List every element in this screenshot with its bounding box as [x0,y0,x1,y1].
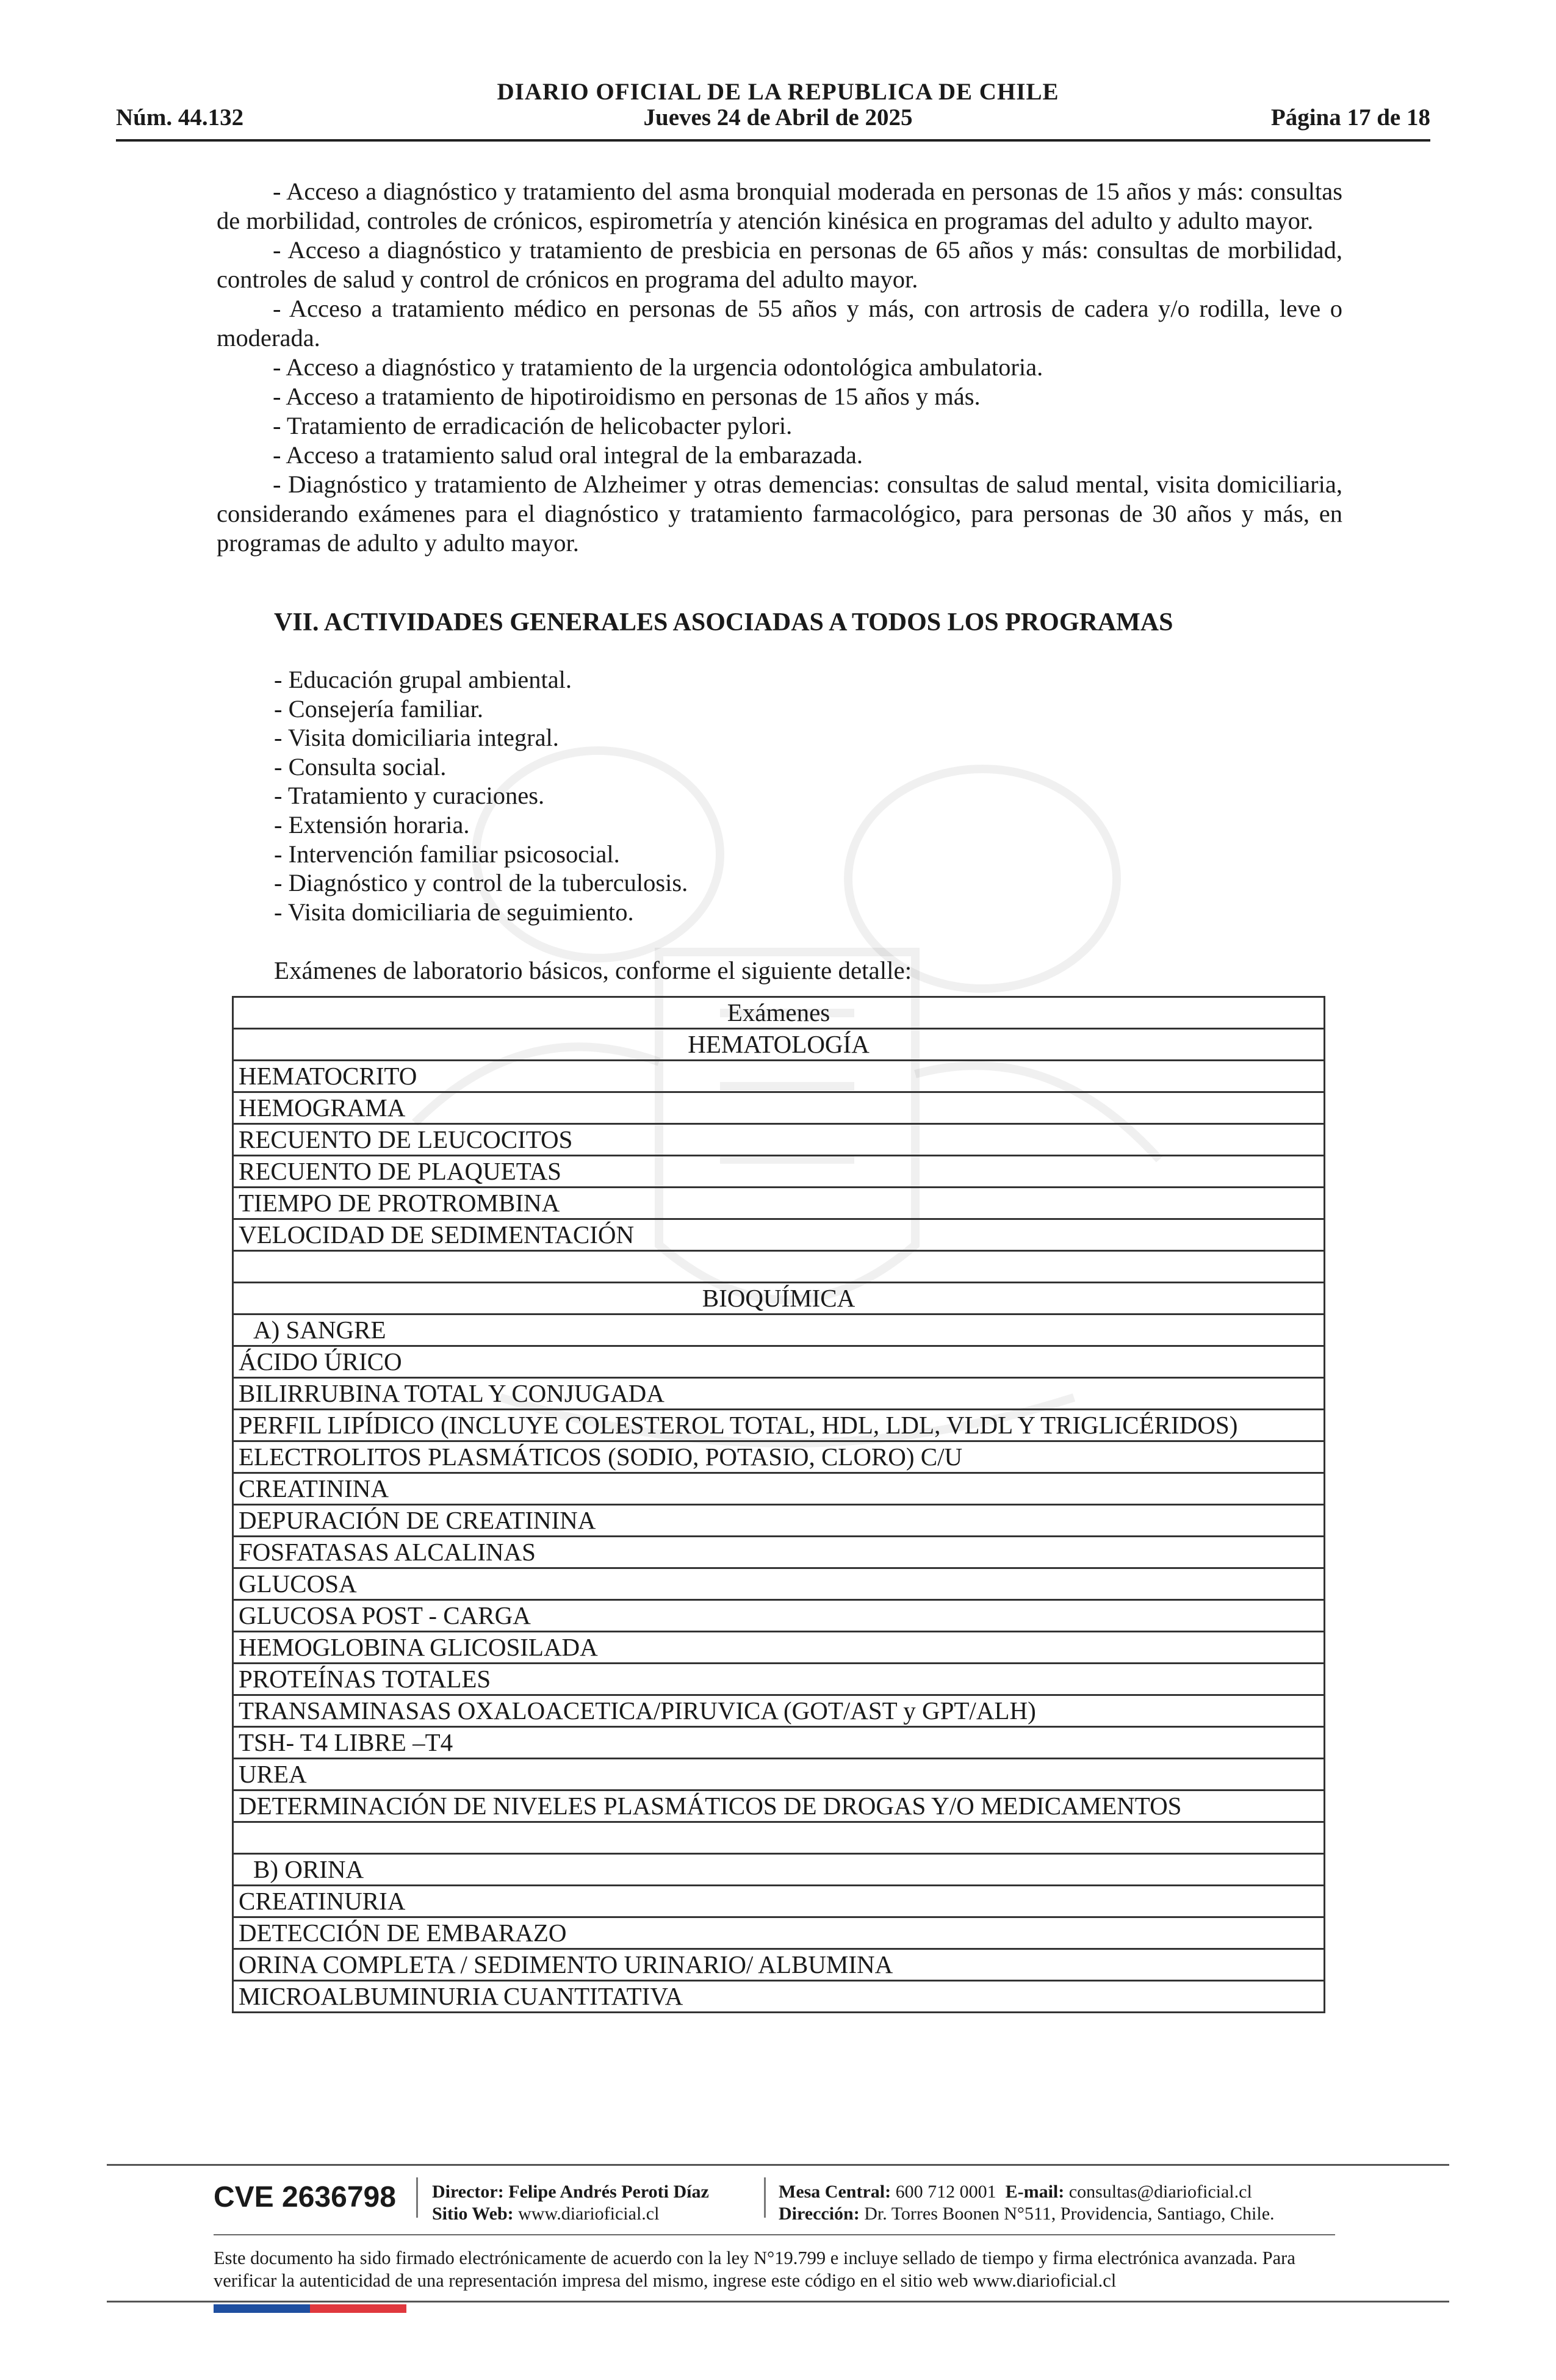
table-cell: ELECTROLITOS PLASMÁTICOS (SODIO, POTASIO, CLORO) C/U [233,1441,1325,1473]
email-link[interactable]: consultas@diarioficial.cl [1068,2182,1252,2202]
table-row [233,1283,1325,1314]
section-title: VII. ACTIVIDADES GENERALES ASOCIADAS A TODOS LOS PROGRAMAS [274,608,1173,636]
flag-bar-red [310,2304,406,2313]
header-rule [116,139,1430,142]
paragraph: - Acceso a diagnóstico y tratamiento de la urgencia odontológica ambulatoria. [273,353,1043,381]
table-row [233,1441,1325,1473]
body-text [217,177,1342,558]
table-row [233,1886,1325,1917]
table-cell: GLUCOSA POST - CARGA [233,1600,1325,1632]
table-row [233,997,1325,1029]
flag-bar-blue [214,2304,310,2313]
table-row [233,1664,1325,1695]
newspaper-title: DIARIO OFICIAL DE LA REPUBLICA DE CHILE [497,79,1059,105]
table-cell: CREATININA [233,1473,1325,1505]
table-row [233,1759,1325,1790]
table-row [233,1822,1325,1854]
lab-exams-table [232,996,1325,2013]
table-cell: CREATINURIA [233,1886,1325,1917]
web-label: Sitio Web: [432,2204,514,2224]
paragraph: - Acceso a diagnóstico y tratamiento del asma bronquial moderada en personas de 15 años y más: consultas de morbilidad, controles de crónicos, espirometría y atención kinésica en programas del adulto y adulto mayor. [217,178,1342,234]
footer-separator [764,2177,766,2218]
footer-director-block [432,2181,709,2225]
table-cell: TIEMPO DE PROTROMBINA [233,1188,1325,1219]
signature-note: Este documento ha sido firmado electrónicamente de acuerdo con la ley N°19.799 e incluye sellado de tiempo y firma electrónica avanzada. Para verificar la autenticidad de una representación impresa del mismo, ingrese este código en el sitio web www.diarioficial.cl [214,2248,1295,2291]
director-label: Director: [432,2182,504,2202]
table-cell: DETERMINACIÓN DE NIVELES PLASMÁTICOS DE DROGAS Y/O MEDICAMENTOS [233,1790,1325,1822]
table-row [233,1314,1325,1346]
table-cell: HEMOGLOBINA GLICOSILADA [233,1632,1325,1664]
paragraph: - Acceso a tratamiento de hipotiroidismo en personas de 15 años y más. [273,383,981,410]
table-cell: ÁCIDO ÚRICO [233,1346,1325,1378]
list-item: - Visita domiciliaria de seguimiento. [274,898,634,926]
table-cell: FOSFATASAS ALCALINAS [233,1537,1325,1568]
table-subsection-sangre: A) SANGRE [233,1314,1325,1346]
list-item: - Educación grupal ambiental. [274,666,572,693]
paragraph: - Acceso a tratamiento médico en personas de 55 años y más, con artrosis de cadera y/o rodilla, leve o moderada. [217,295,1342,352]
table-cell: GLUCOSA [233,1568,1325,1600]
table-row [233,1790,1325,1822]
table-row [233,1410,1325,1441]
table-row [233,1632,1325,1664]
issue-number: Núm. 44.132 [116,104,244,131]
list-item: - Consulta social. [274,752,447,781]
table-row [233,1505,1325,1537]
lab-exams-intro: Exámenes de laboratorio básicos, conforme el siguiente detalle: [274,956,912,984]
address-label: Dirección: [779,2204,860,2224]
table-cell: VELOCIDAD DE SEDIMENTACIÓN [233,1219,1325,1251]
table-section-hematologia: HEMATOLOGÍA [233,1029,1325,1061]
mesa-phone: 600 712 0001 [895,2182,996,2202]
table-cell: TSH- T4 LIBRE –T4 [233,1727,1325,1759]
cve-code: CVE 2636798 [214,2181,396,2213]
footer-contact-block [779,2181,1275,2225]
list-item: - Consejería familiar. [274,694,484,723]
table-row [233,1156,1325,1188]
table-row [233,1219,1325,1251]
table-row [233,1346,1325,1378]
footer-bottom-rule [107,2301,1449,2302]
table-row [233,1600,1325,1632]
email-label: E-mail: [1005,2182,1065,2202]
table-row [233,1251,1325,1283]
table-cell: HEMATOCRITO [233,1061,1325,1092]
mesa-label: Mesa Central: [779,2182,891,2202]
footer-separator [416,2177,418,2218]
table-cell: BILIRRUBINA TOTAL Y CONJUGADA [233,1378,1325,1410]
paragraph: - Acceso a tratamiento salud oral integral de la embarazada. [273,441,863,469]
table-empty-cell [233,1822,1325,1854]
list-item: - Intervención familiar psicosocial. [274,840,620,868]
table-row [233,1854,1325,1886]
paragraph: - Acceso a diagnóstico y tratamiento de presbicia en personas de 65 años y más: consultas de morbilidad, controles de salud y control de crónicos en programa del adulto mayor. [217,236,1342,293]
table-row [233,1917,1325,1949]
list-item: - Diagnóstico y control de la tuberculosis. [274,869,688,897]
table-row [233,1568,1325,1600]
table-row [233,1188,1325,1219]
table-cell: UREA [233,1759,1325,1790]
table-row [233,1061,1325,1092]
table-row [233,1029,1325,1061]
table-cell: PERFIL LIPÍDICO (INCLUYE COLESTEROL TOTAL, HDL, LDL, VLDL Y TRIGLICÉRIDOS) [233,1410,1325,1441]
table-row [233,1473,1325,1505]
table-cell: MICROALBUMINURIA CUANTITATIVA [233,1981,1325,2013]
page-number: Página 17 de 18 [1270,104,1430,131]
footer-inner-rule [214,2234,1335,2235]
table-row [233,1092,1325,1124]
table-row [233,1378,1325,1410]
table-cell: DEPURACIÓN DE CREATININA [233,1505,1325,1537]
table-row [233,1537,1325,1568]
table-cell: DETECCIÓN DE EMBARAZO [233,1917,1325,1949]
footer-rule [107,2164,1449,2166]
activities-list [274,665,688,926]
list-item: - Tratamiento y curaciones. [274,782,545,810]
table-cell: TRANSAMINASAS OXALOACETICA/PIRUVICA (GOT/AST y GPT/ALH) [233,1695,1325,1727]
director-name: Felipe Andrés Peroti Díaz [508,2182,709,2202]
table-cell: PROTEÍNAS TOTALES [233,1664,1325,1695]
web-link[interactable]: www.diarioficial.cl [518,2204,660,2224]
paragraph: - Tratamiento de erradicación de helicobacter pylori. [273,412,793,439]
table-cell: HEMOGRAMA [233,1092,1325,1124]
table-row [233,1695,1325,1727]
table-row [233,1981,1325,2013]
list-item: - Extensión horaria. [274,810,470,838]
table-empty-cell [233,1251,1325,1283]
table-cell: RECUENTO DE LEUCOCITOS [233,1124,1325,1156]
table-row [233,1949,1325,1981]
table-cell: RECUENTO DE PLAQUETAS [233,1156,1325,1188]
table-header: Exámenes [233,997,1325,1029]
paragraph: - Diagnóstico y tratamiento de Alzheimer y otras demencias: consultas de salud mental, visita domiciliaria, considerando exámenes para el diagnóstico y tratamiento farmacológico, para personas de 30 años y más, en programas de adulto y adulto mayor. [217,471,1342,557]
list-item: - Visita domiciliaria integral. [274,724,559,752]
table-cell: ORINA COMPLETA / SEDIMENTO URINARIO/ ALBUMINA [233,1949,1325,1981]
table-section-bioquimica: BIOQUÍMICA [233,1283,1325,1314]
table-row [233,1124,1325,1156]
table-subsection-orina: B) ORINA [233,1854,1325,1886]
table-row [233,1727,1325,1759]
address-text: Dr. Torres Boonen N°511, Providencia, Santiago, Chile. [864,2204,1275,2224]
publication-date: Jueves 24 de Abril de 2025 [643,104,913,131]
